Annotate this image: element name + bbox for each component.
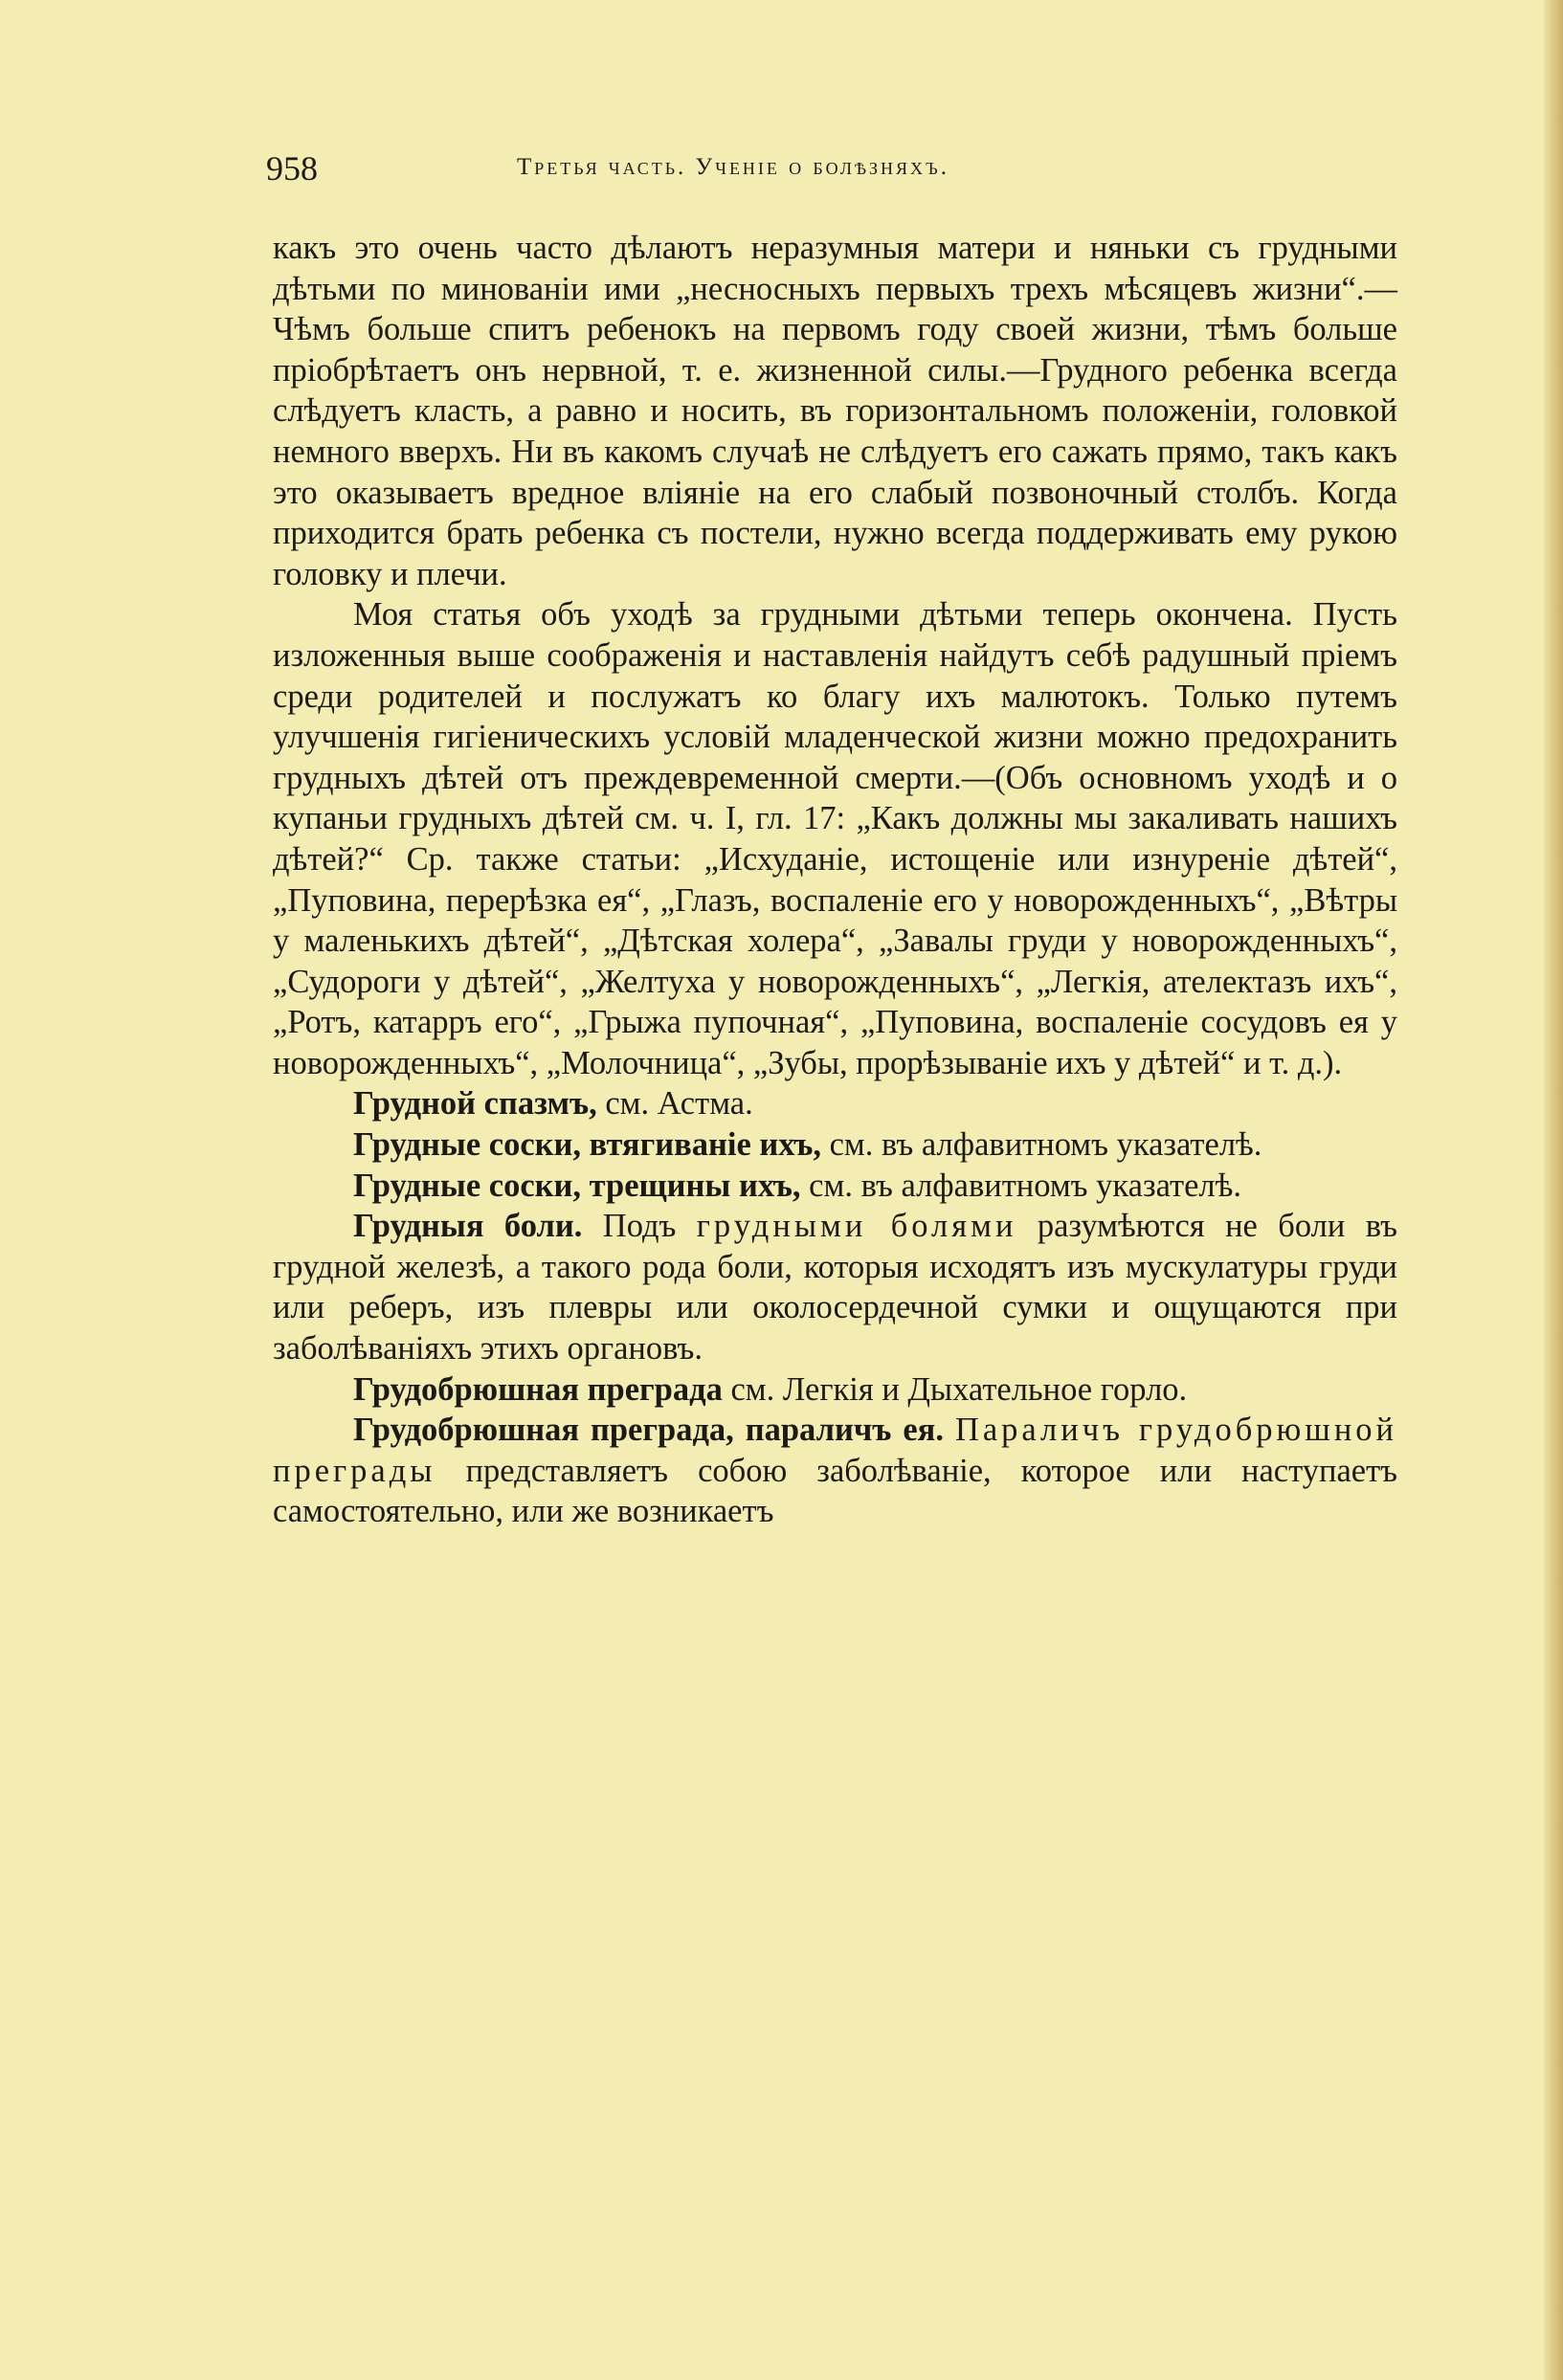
- entry-text-after: представляетъ собою заболѣваніе, которое или наступаетъ самостоятельно, или же возникаетъ: [273, 1452, 1397, 1530]
- paragraph-continuation: какъ это очень часто дѣлаютъ неразумныя матери и няньки съ грудными дѣтьми по минованіи ими „несносныхъ первыхъ трехъ мѣсяцевъ жизни“.—Чѣмъ больше спитъ ребенокъ на первомъ году своей жизни, тѣмъ больше пріобрѣтаетъ онъ нервной, т. е. жизненной силы.—Грудного ребенка всегда слѣдуетъ класть, а равно и носить, въ горизонтальномъ положеніи, головкой немного вверхъ. Ни въ какомъ случаѣ не слѣдуетъ его сажать прямо, такъ какъ это оказываетъ вредное вліяніе на его слабый позвоночный столбъ. Когда приходится брать ребенка съ постели, нужно всегда поддерживать ему рукою головку и плечи.: [273, 230, 1397, 592]
- entry-text-before: [944, 1412, 955, 1448]
- running-title: Третья часть. Ученіе о болѣзняхъ.: [517, 154, 950, 180]
- entry-text: см. Легкія и Дыхательное горло.: [722, 1370, 1188, 1408]
- paragraph-conclusion: Моя статья объ уходѣ за грудными дѣтьми теперь окончена. Пусть изложенныя выше соображенія и наставленія найдутъ себѣ радушный пріемъ среди родителей и послужатъ ко благу ихъ малютокъ. Только путемъ улучшенія гигіеническихъ условій младенческой жизни можно предохранить грудныхъ дѣтей отъ преждевременной смерти.—(Объ основномъ уходѣ и о купаньи грудныхъ дѣтей см. ч. I, гл. 17: „Какъ должны мы закаливать нашихъ дѣтей?“ Ср. также статьи: „Исхуданіе, истощеніе или изнуреніе дѣтей“, „Пуповина, перерѣзка ея“, „Глазъ, воспаленіе его у новорожденныхъ“, „Вѣтры у маленькихъ дѣтей“, „Дѣтская холера“, „Завалы груди у новорожденныхъ“, „Судороги у дѣтей“, „Желтуха у новорожденныхъ“, „Легкія, ателектазъ ихъ“, „Ротъ, катарръ его“, „Грыжа пупочная“, „Пуповина, воспаленіе сосудовъ ея у новорожденныхъ“, „Молочница“, „Зубы, прорѣзываніе ихъ у дѣтей“ и т. д.).: [273, 596, 1397, 1081]
- page-edge: [1544, 0, 1563, 2380]
- main-text: [273, 228, 1397, 1532]
- entry-term: Грудные соски, трещины ихъ,: [353, 1167, 801, 1204]
- entry-grudnoy-spazm: [273, 1083, 1397, 1124]
- entry-text: см. Астма.: [596, 1085, 753, 1123]
- entry-soski-treshchiny: [273, 1166, 1397, 1207]
- entry-spaced-text: грудными болями: [696, 1208, 1017, 1245]
- entry-pregrada-paralich: [273, 1410, 1397, 1532]
- entry-term: Грудныя боли.: [353, 1208, 583, 1245]
- entry-grudnye-boli: [273, 1206, 1397, 1368]
- entry-term: Грудной спазмъ,: [353, 1085, 597, 1123]
- entry-text: см. въ алфавитномъ указателѣ.: [820, 1126, 1262, 1164]
- entry-spaced-text: Параличъ грудобрюшной преграды: [273, 1412, 1398, 1489]
- entry-text: см. въ алфавитномъ указателѣ.: [800, 1167, 1241, 1204]
- entry-term: Грудобрюшная преграда, параличъ ея.: [353, 1412, 944, 1449]
- entry-text-after: разумѣются не боли въ грудной железѣ, а такого рода боли, которыя исходятъ изъ мускулатуры груди или реберъ, изъ плевры или околосердечной сумки и ощущаются при заболѣваніяхъ этихъ органовъ.: [273, 1208, 1397, 1368]
- entry-term: Грудные соски, втягиваніе ихъ,: [353, 1126, 821, 1164]
- entry-term: Грудобрюшная преграда: [353, 1370, 723, 1408]
- entry-soski-vtyagivanie: [273, 1124, 1397, 1166]
- entry-text-before: Подъ: [582, 1208, 697, 1245]
- entry-grudobryushnaya-pregrada: [273, 1369, 1397, 1411]
- page-number: 958: [266, 149, 318, 188]
- page-header: [266, 148, 1396, 190]
